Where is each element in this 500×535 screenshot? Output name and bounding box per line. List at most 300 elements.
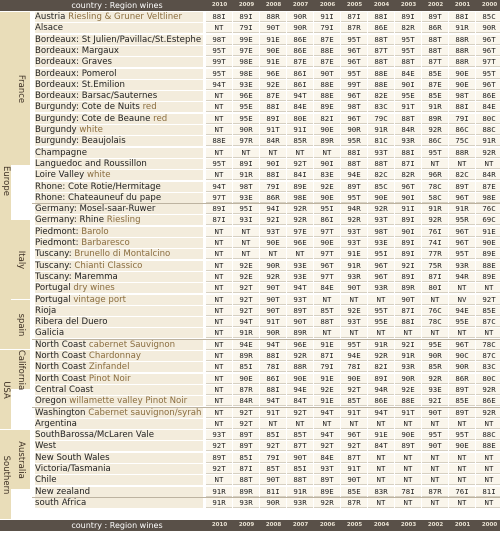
vintage-score: 88R: [449, 57, 475, 67]
vintage-score: 95T: [341, 69, 367, 79]
wine-region-name: [35, 430, 203, 440]
vintage-score: NT: [206, 317, 232, 327]
vintage-score: 96T: [449, 193, 475, 203]
vintage-score: 85I: [233, 362, 259, 372]
vintage-score: 86E: [368, 23, 394, 33]
vintage-score: 84T: [287, 396, 313, 406]
vintage-score: 89I: [395, 12, 421, 22]
vintage-score: 88E: [314, 80, 340, 90]
vintage-score: 87E: [260, 91, 286, 101]
vintage-score: 91T: [260, 317, 286, 327]
wine-region-name: [35, 385, 203, 395]
vintage-score: 95I: [233, 204, 259, 214]
wine-name-segment: Chianti Classico: [74, 260, 143, 271]
wine-name-segment: Chardonnay: [88, 351, 141, 361]
wine-region-name: [35, 69, 203, 79]
band-italy: [11, 220, 30, 300]
wine-region-name: [35, 23, 203, 33]
vintage-score: 78C: [422, 317, 448, 327]
vintage-score: 99E: [233, 35, 259, 45]
vintage-score: 95T: [395, 46, 421, 56]
vintage-score: 79C: [368, 114, 394, 124]
vintage-score: 94T: [206, 80, 232, 90]
vintage-score: 80C: [476, 374, 500, 384]
year-header: 2000: [481, 522, 498, 528]
vintage-score: 85C: [476, 12, 500, 22]
year-header: 2004: [373, 2, 390, 8]
vintage-score: 88R: [260, 12, 286, 22]
vintage-score: 90I: [260, 159, 286, 169]
vintage-score: 91R: [422, 102, 448, 112]
vintage-score: 92T: [233, 419, 259, 429]
vintage-score: 85E: [422, 69, 448, 79]
wine-row: [32, 193, 500, 203]
vintage-score: 92R: [422, 374, 448, 384]
vintage-score: 86R: [260, 193, 286, 203]
vintage-score: 87T: [341, 453, 367, 463]
vintage-score: 86E: [287, 35, 313, 45]
vintage-score: 87C: [476, 351, 500, 361]
vintage-score: NT: [368, 419, 394, 429]
vintage-score: 90R: [341, 125, 367, 135]
vintage-score: 96T: [341, 114, 367, 124]
wine-region-name: [35, 283, 203, 293]
vintage-score: 82I: [314, 114, 340, 124]
vintage-score: 88I: [341, 148, 367, 158]
vintage-score: 90R: [287, 12, 313, 22]
vintage-score: 96T: [314, 261, 340, 271]
vintage-score: NT: [476, 475, 500, 485]
vintage-score: 90R: [422, 351, 448, 361]
wine-row: [32, 487, 500, 497]
wine-region-name: [35, 261, 203, 271]
wine-row: [32, 498, 500, 508]
year-header: 2006: [319, 522, 336, 528]
vintage-score: 87C: [476, 317, 500, 327]
vintage-score: NT: [206, 102, 232, 112]
vintage-score: 82I: [368, 362, 394, 372]
wine-region-name: [35, 351, 203, 361]
vintage-score: 88T: [422, 35, 448, 45]
vintage-score: 87R: [341, 498, 367, 508]
vintage-score: 93T: [341, 317, 367, 327]
vintage-score: 89T: [449, 182, 475, 192]
vintage-score: 93I: [233, 215, 259, 225]
vintage-score: 95T: [368, 306, 394, 316]
wine-row: [32, 475, 500, 485]
band-southern: [0, 430, 11, 520]
vintage-score: 96T: [449, 238, 475, 248]
vintage-score: 90E: [233, 374, 259, 384]
vintage-score: 91R: [341, 261, 367, 271]
vintage-score: 95I: [368, 249, 394, 259]
vintage-score: 92R: [476, 408, 500, 418]
wine-name-segment: Victoria/Tasmania: [35, 464, 111, 474]
vintage-score: 87E: [314, 35, 340, 45]
vintage-score: 97E: [287, 227, 313, 237]
vintage-score: 84E: [314, 283, 340, 293]
year-header: 2003: [400, 2, 417, 8]
vintage-score: 89E: [314, 102, 340, 112]
vintage-score: 88I: [449, 102, 475, 112]
vintage-score: 92R: [260, 272, 286, 282]
vintage-score: NT: [314, 295, 340, 305]
vintage-score: NT: [287, 249, 313, 259]
wine-name-segment: vintage port: [73, 294, 126, 305]
vintage-score: 84R: [260, 136, 286, 146]
vintage-score: NT: [422, 419, 448, 429]
vintage-score: 87T: [422, 57, 448, 67]
vintage-score: 95T: [341, 35, 367, 45]
vintage-score: NT: [341, 295, 367, 305]
vintage-score: 95E: [233, 114, 259, 124]
wine-row: [32, 385, 500, 395]
vintage-score: NT: [476, 159, 500, 169]
vintage-score: 94E: [449, 306, 475, 316]
wine-row: [32, 441, 500, 451]
vintage-score: 93E: [287, 272, 313, 282]
vintage-score: 92T: [287, 408, 313, 418]
vintage-score: NT: [476, 283, 500, 293]
vintage-score: 94T: [260, 396, 286, 406]
vintage-score: 86R: [449, 374, 475, 384]
vintage-score: 80I: [422, 283, 448, 293]
vintage-score: 92T: [260, 441, 286, 451]
vintage-score: 91T: [341, 408, 367, 418]
year-header: 2003: [400, 522, 417, 528]
vintage-score: 92R: [287, 215, 313, 225]
vintage-score: 86I: [287, 80, 313, 90]
vintage-score: 98E: [287, 193, 313, 203]
vintage-score: NT: [314, 328, 340, 338]
vintage-score: 97R: [233, 136, 259, 146]
vintage-score: NT: [206, 295, 232, 305]
vintage-score: 58C: [422, 193, 448, 203]
vintage-score: NT: [314, 148, 340, 158]
vintage-score: 87I: [341, 12, 367, 22]
vintage-score: 94E: [233, 340, 259, 350]
vintage-score: 89I: [206, 204, 232, 214]
vintage-score: 93T: [368, 215, 394, 225]
vintage-score: 78I: [395, 487, 421, 497]
vintage-score: 88E: [314, 91, 340, 101]
wine-name-segment: Austria: [35, 12, 69, 22]
vintage-score: 89I: [395, 215, 421, 225]
vintage-score: NT: [233, 238, 259, 248]
vintage-score: 89E: [314, 487, 340, 497]
vintage-score: 89R: [422, 114, 448, 124]
vintage-score: 87T: [368, 46, 394, 56]
label-europe: Europe: [0, 165, 11, 196]
year-header: 2001: [454, 2, 471, 8]
vintage-score: 96T: [341, 91, 367, 101]
vintage-score: 82R: [395, 170, 421, 180]
vintage-score: NT: [233, 227, 259, 237]
vintage-score: 90I: [395, 193, 421, 203]
vintage-score: 88I: [368, 12, 394, 22]
wine-row: [32, 419, 500, 429]
vintage-score: 84E: [395, 69, 421, 79]
wine-name-segment: Piedmont:: [35, 226, 82, 237]
vintage-score: 89T: [233, 441, 259, 451]
vintage-score: NT: [449, 328, 475, 338]
vintage-score: 94E: [341, 351, 367, 361]
wine-name-segment: Barbaresco: [81, 238, 130, 248]
vintage-score: 76C: [422, 306, 448, 316]
band-france: [11, 12, 30, 166]
vintage-score: NT: [206, 238, 232, 248]
vintage-score: 89T: [341, 182, 367, 192]
vintage-score: 95R: [449, 215, 475, 225]
vintage-score: NT: [260, 249, 286, 259]
vintage-score: 90E: [341, 374, 367, 384]
vintage-score: 90E: [368, 193, 394, 203]
vintage-score: 84R: [395, 125, 421, 135]
wine-name-segment: dry wines: [73, 283, 115, 294]
vintage-score: 91I: [314, 12, 340, 22]
vintage-score: 91R: [476, 136, 500, 146]
vintage-score: 91I: [395, 204, 421, 214]
vintage-score: 94E: [341, 170, 367, 180]
vintage-score: 82E: [368, 91, 394, 101]
vintage-score: 86I: [260, 374, 286, 384]
vintage-score: 88R: [287, 362, 313, 372]
wine-name-segment: Chile: [35, 475, 57, 486]
wine-region-name: [35, 193, 203, 203]
vintage-score: 86R: [422, 23, 448, 33]
vintage-score: 79I: [233, 23, 259, 33]
vintage-score: 99T: [341, 80, 367, 90]
wine-region-name: [35, 475, 203, 485]
vintage-score: 97T: [314, 272, 340, 282]
vintage-score: 78C: [422, 182, 448, 192]
vintage-score: 88I: [260, 351, 286, 361]
vintage-score: 97T: [206, 193, 232, 203]
group-separator: [32, 339, 500, 340]
vintage-score: NT: [206, 114, 232, 124]
band-europe: [0, 12, 11, 350]
wine-name-segment: Galicia: [35, 328, 65, 339]
vintage-score: 96E: [260, 69, 286, 79]
vintage-score: 89R: [233, 487, 259, 497]
wine-name-segment: Tuscany:: [35, 249, 75, 260]
vintage-score: 79I: [260, 453, 286, 463]
wine-region-name: [35, 249, 203, 259]
wine-name-segment: Burgundy: Cote de Nuits: [35, 102, 143, 113]
wine-name-segment: Argentina: [35, 418, 77, 429]
vintage-score: NT: [422, 464, 448, 474]
wine-name-segment: Bordeaux: Margaux: [35, 45, 120, 56]
vintage-score: 91R: [233, 170, 259, 180]
vintage-score: 96T: [341, 57, 367, 67]
vintage-score: NT: [368, 498, 394, 508]
vintage-score: 88R: [449, 35, 475, 45]
vintage-score: 88I: [206, 12, 232, 22]
vintage-score: NT: [206, 283, 232, 293]
vintage-score: NT: [476, 464, 500, 474]
vintage-score: 88T: [368, 159, 394, 169]
vintage-score: 90R: [233, 125, 259, 135]
vintage-score: NT: [449, 475, 475, 485]
year-header: 2001: [454, 522, 471, 528]
vintage-score: 93R: [395, 362, 421, 372]
vintage-score: 87I: [422, 272, 448, 282]
vintage-score: 92T: [314, 441, 340, 451]
vintage-score: NT: [206, 227, 232, 237]
vintage-score: 78I: [260, 362, 286, 372]
year-header: 2009: [238, 2, 255, 8]
vintage-score: 99T: [206, 57, 232, 67]
vintage-score: NT: [476, 498, 500, 508]
vintage-score: 93T: [206, 430, 232, 440]
vintage-score: 87I: [314, 351, 340, 361]
vintage-score: 92T: [476, 295, 500, 305]
wine-row: [32, 306, 500, 316]
label-spain: spain: [15, 313, 26, 336]
vintage-score: 96T: [341, 430, 367, 440]
wine-region-name: [35, 487, 203, 497]
vintage-score: 88T: [368, 35, 394, 45]
vintage-score: 92E: [314, 385, 340, 395]
wine-region-name: [35, 57, 203, 67]
vintage-score: 79I: [314, 362, 340, 372]
vintage-score: 92E: [341, 306, 367, 316]
vintage-score: 75C: [449, 136, 475, 146]
vintage-score: 87E: [314, 57, 340, 67]
vintage-score: 91R: [206, 498, 232, 508]
vintage-score: NT: [422, 498, 448, 508]
wine-region-name: [35, 46, 203, 56]
vintage-score: NT: [395, 453, 421, 463]
vintage-score: 92E: [314, 182, 340, 192]
wine-name-segment: Tuscany: Maremma: [35, 271, 118, 282]
vintage-score: NT: [341, 419, 367, 429]
label-southern: Southern: [0, 455, 11, 494]
vintage-score: 90E: [260, 46, 286, 56]
vintage-score: NT: [422, 328, 448, 338]
vintage-score: 91R: [449, 204, 475, 214]
vintage-score: 91R: [395, 351, 421, 361]
vintage-score: 90R: [260, 328, 286, 338]
vintage-score: 90I: [314, 159, 340, 169]
vintage-score: 95T: [422, 430, 448, 440]
vintage-score: 88I: [449, 12, 475, 22]
vintage-score: 91R: [287, 487, 313, 497]
vintage-score: 90T: [287, 317, 313, 327]
vintage-score: 83E: [314, 170, 340, 180]
vintage-score: NT: [422, 475, 448, 485]
vintage-score: 82C: [449, 170, 475, 180]
vintage-score: NT: [395, 464, 421, 474]
wine-name-segment: Rhone: Cote Rotie/Hermitage: [35, 181, 161, 192]
year-header: 2007: [292, 2, 309, 8]
vintage-score: 90T: [422, 441, 448, 451]
vintage-score: 85E: [341, 487, 367, 497]
vintage-score: NT: [206, 91, 232, 101]
year-header: 2004: [373, 522, 390, 528]
vintage-score: 96T: [449, 227, 475, 237]
vintage-score: 95E: [422, 340, 448, 350]
vintage-score: 92T: [233, 408, 259, 418]
vintage-score: 93R: [449, 261, 475, 271]
vintage-score: NT: [449, 419, 475, 429]
wine-name-segment: south Africa: [35, 497, 87, 508]
vintage-score: 84R: [233, 396, 259, 406]
wine-region-name: [35, 340, 203, 350]
vintage-score: 92E: [233, 272, 259, 282]
vintage-score: NT: [206, 340, 232, 350]
vintage-score: 92T: [341, 441, 367, 451]
wine-region-name: [35, 238, 203, 248]
vintage-score: NT: [368, 453, 394, 463]
vintage-score: 92T: [287, 159, 313, 169]
vintage-score: 94T: [314, 430, 340, 440]
wine-row: [32, 249, 500, 259]
vintage-score: 95T: [449, 430, 475, 440]
vintage-score: 82C: [368, 170, 394, 180]
vintage-score: 88T: [341, 159, 367, 169]
wine-region-name: [35, 295, 203, 305]
vintage-score: 91T: [260, 408, 286, 418]
vintage-score: 83R: [368, 487, 394, 497]
vintage-score: 88R: [449, 46, 475, 56]
vintage-score: 90T: [260, 23, 286, 33]
vintage-score: NT: [206, 328, 232, 338]
wine-row: [32, 464, 500, 474]
vintage-score: 92T: [206, 464, 232, 474]
vintage-score: 85T: [287, 430, 313, 440]
wine-name-segment: Alsace: [35, 23, 64, 34]
vintage-score: 97T: [314, 249, 340, 259]
vintage-score: NT: [233, 249, 259, 259]
vintage-score: 91E: [260, 57, 286, 67]
wine-name-segment: Languedoc and Roussillon: [35, 158, 147, 169]
wine-region-name: [35, 125, 203, 135]
vintage-score: NT: [368, 328, 394, 338]
vintage-score: 90I: [395, 80, 421, 90]
vintage-score: 85T: [314, 306, 340, 316]
vintage-score: NT: [449, 498, 475, 508]
vintage-score: 89E: [287, 182, 313, 192]
header-bottom: [0, 520, 500, 531]
wine-region-name: [35, 498, 203, 508]
vintage-score: 92R: [341, 215, 367, 225]
wine-row: [32, 328, 500, 338]
wine-region-name: [35, 114, 203, 124]
vintage-score: 94I: [260, 204, 286, 214]
wine-row: [32, 91, 500, 101]
vintage-score: 90E: [449, 80, 475, 90]
vintage-score: 93E: [422, 385, 448, 395]
vintage-score: 90E: [314, 193, 340, 203]
vintage-score: 88T: [314, 317, 340, 327]
vintage-score: 96E: [287, 238, 313, 248]
vintage-score: 88C: [476, 125, 500, 135]
vintage-score: 92I: [260, 215, 286, 225]
vintage-score: 85T: [341, 396, 367, 406]
wine-row: [32, 204, 500, 214]
group-separator: [32, 407, 500, 408]
wine-name-segment: white: [79, 125, 103, 135]
vintage-score: 90T: [260, 306, 286, 316]
vintage-score: 91R: [233, 328, 259, 338]
vintage-score: 80E: [287, 114, 313, 124]
vintage-score: 90C: [449, 351, 475, 361]
vintage-score: NT: [233, 148, 259, 158]
vintage-score: 90T: [422, 408, 448, 418]
vintage-score: 88E: [395, 396, 421, 406]
vintage-score: 89I: [233, 159, 259, 169]
